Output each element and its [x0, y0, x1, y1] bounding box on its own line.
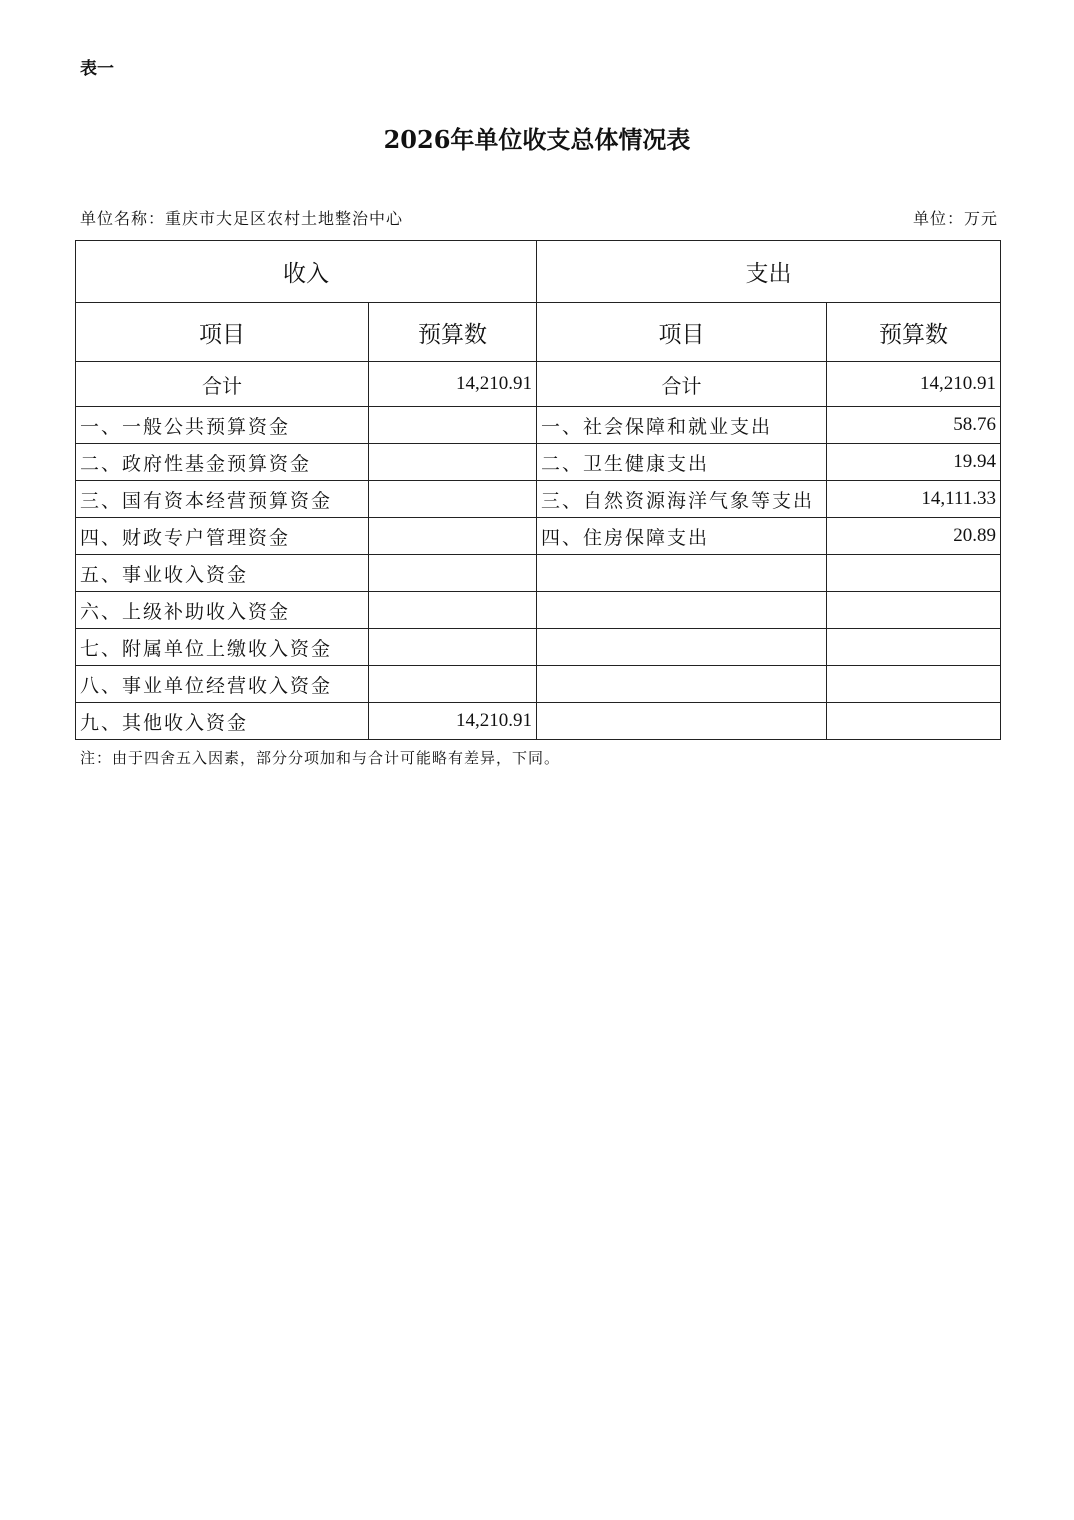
- income-value: [369, 555, 537, 592]
- expense-value: 19.94: [827, 444, 1001, 481]
- expense-item: [537, 703, 827, 740]
- income-value: [369, 592, 537, 629]
- total-row: [76, 362, 1001, 407]
- income-item-header: 项目: [76, 303, 369, 362]
- income-total-value: 14,210.91: [369, 362, 537, 407]
- expense-item: 二、卫生健康支出: [537, 444, 827, 481]
- income-item: 三、国有资本经营预算资金: [76, 481, 369, 518]
- unit-measure: 单位：万元: [912, 209, 998, 228]
- table-row: [76, 555, 1001, 592]
- income-item: 四、财政专户管理资金: [76, 518, 369, 555]
- income-item: 七、附属单位上缴收入资金: [76, 629, 369, 666]
- expense-header: 支出: [537, 241, 1001, 303]
- table-row: [76, 703, 1001, 740]
- expense-item: 三、自然资源海洋气象等支出: [537, 481, 827, 518]
- expense-item: [537, 592, 827, 629]
- expense-item: [537, 629, 827, 666]
- expense-value: [827, 703, 1001, 740]
- expense-item: 一、社会保障和就业支出: [537, 407, 827, 444]
- expense-value: [827, 666, 1001, 703]
- page-title: 2026年单位收支总体情况表: [383, 125, 691, 154]
- income-value: [369, 518, 537, 555]
- table-row: [76, 666, 1001, 703]
- income-value: [369, 666, 537, 703]
- expense-value: 14,111.33: [827, 481, 1001, 518]
- income-item: 一、一般公共预算资金: [76, 407, 369, 444]
- table-row: [76, 629, 1001, 666]
- table-label: 表一: [80, 59, 114, 79]
- income-header: 收入: [76, 241, 537, 303]
- expense-total-label: 合计: [537, 362, 827, 407]
- expense-value: 58.76: [827, 407, 1001, 444]
- expense-item: [537, 555, 827, 592]
- table-row: [76, 444, 1001, 481]
- income-value: [369, 444, 537, 481]
- income-item: 六、上级补助收入资金: [76, 592, 369, 629]
- income-value: [369, 407, 537, 444]
- expense-item: [537, 666, 827, 703]
- income-value: 14,210.91: [369, 703, 537, 740]
- income-value: [369, 629, 537, 666]
- income-expense-table: [75, 240, 1001, 740]
- expense-total-value: 14,210.91: [827, 362, 1001, 407]
- expense-item: 四、住房保障支出: [537, 518, 827, 555]
- group-header-row: [76, 241, 1001, 303]
- income-item: 二、政府性基金预算资金: [76, 444, 369, 481]
- footnote: 注：由于四舍五入因素，部分分项加和与合计可能略有差异，下同。: [80, 749, 561, 767]
- income-value: [369, 481, 537, 518]
- income-item: 八、事业单位经营收入资金: [76, 666, 369, 703]
- expense-item-header: 项目: [537, 303, 827, 362]
- table-row: [76, 518, 1001, 555]
- income-budget-header: 预算数: [369, 303, 537, 362]
- table-row: [76, 407, 1001, 444]
- expense-value: [827, 555, 1001, 592]
- income-item: 五、事业收入资金: [76, 555, 369, 592]
- unit-name: 单位名称：重庆市大足区农村土地整治中心: [80, 209, 404, 228]
- column-header-row: [76, 303, 1001, 362]
- expense-value: [827, 592, 1001, 629]
- expense-budget-header: 预算数: [827, 303, 1001, 362]
- expense-value: [827, 629, 1001, 666]
- table-row: [76, 481, 1001, 518]
- table-row: [76, 592, 1001, 629]
- income-total-label: 合计: [76, 362, 369, 407]
- expense-value: 20.89: [827, 518, 1001, 555]
- income-item: 九、其他收入资金: [76, 703, 369, 740]
